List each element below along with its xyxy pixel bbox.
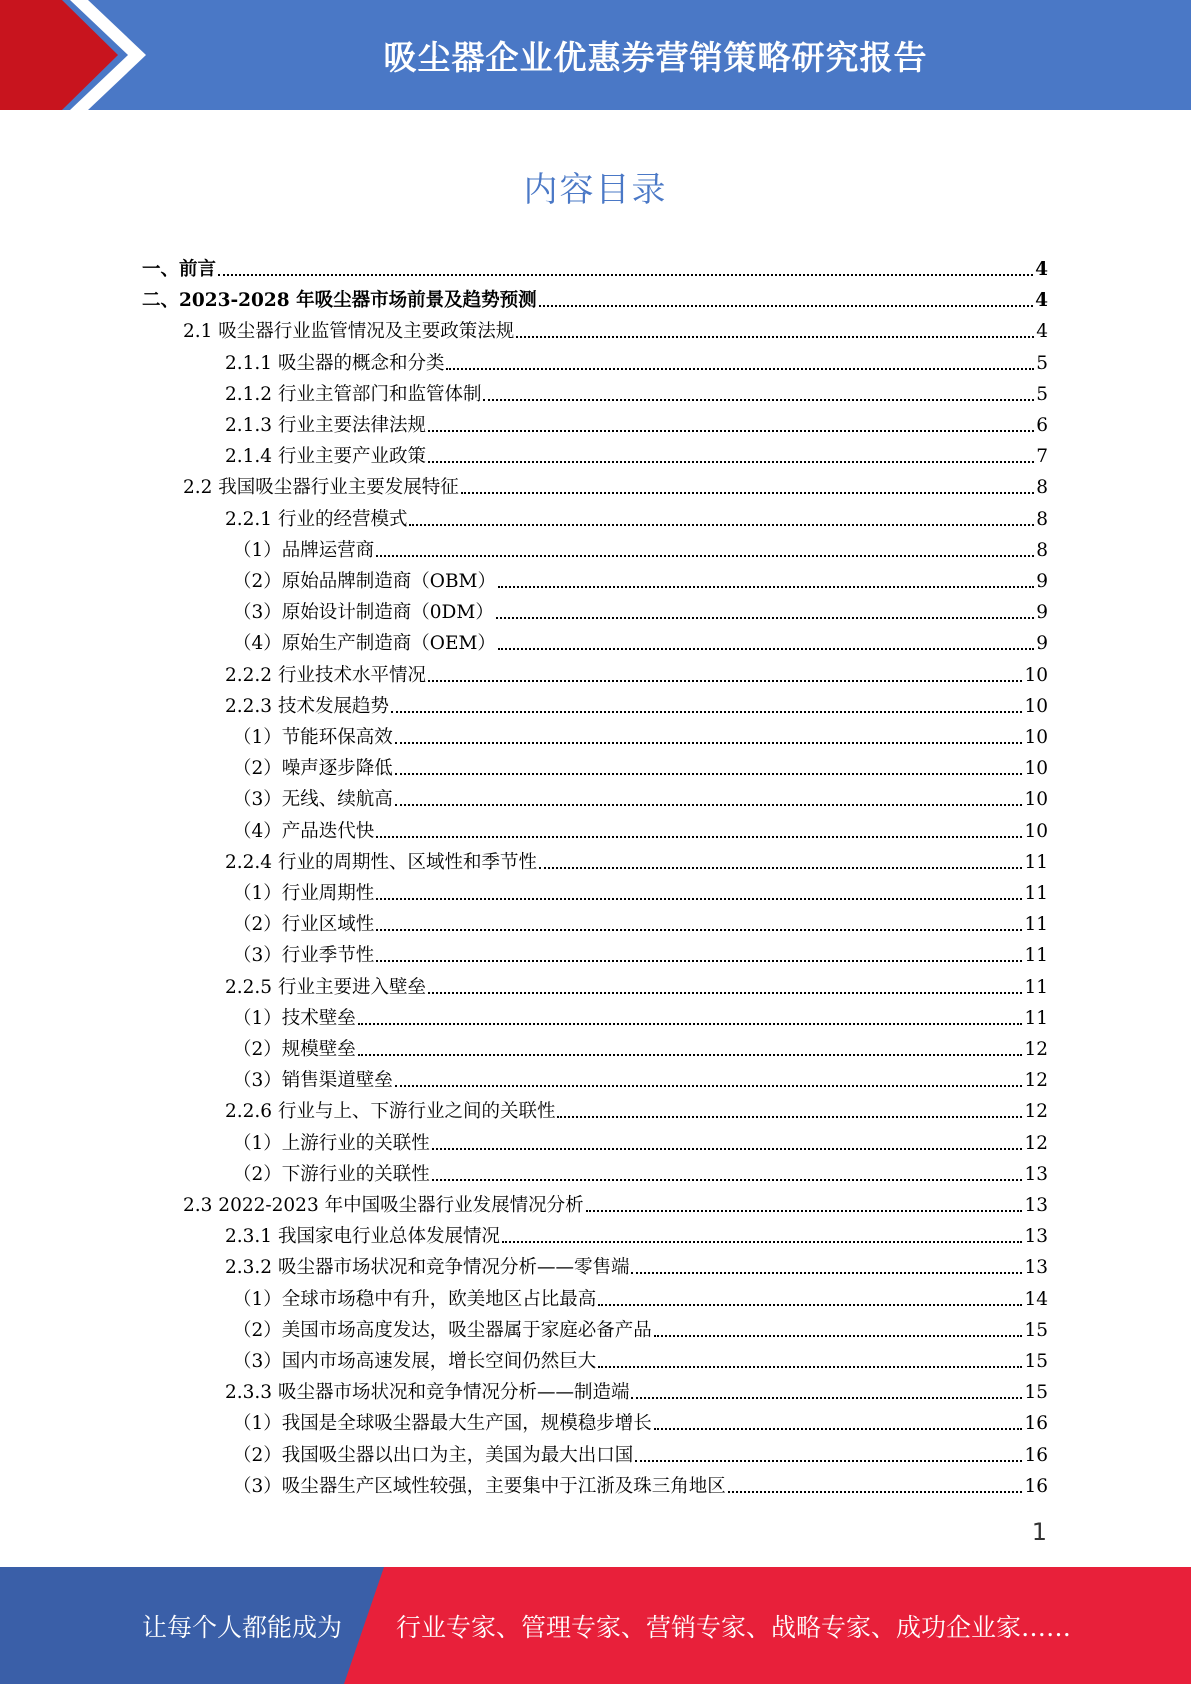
toc-entry-label: 2.3.3 吸尘器市场状况和竞争情况分析——制造端 — [225, 1382, 630, 1404]
toc-entry-page: 8 — [1036, 477, 1048, 499]
toc-entry-page: 10 — [1024, 695, 1048, 717]
toc-entry-label: 2.2 我国吸尘器行业主要发展特征 — [183, 477, 459, 499]
toc-entry-label: （2）行业区域性 — [233, 914, 375, 936]
toc-entry[interactable] — [233, 784, 1048, 815]
toc-entry-label: 2.2.4 行业的周期性、区域性和季节性 — [225, 851, 537, 873]
toc-dot-leader — [502, 1240, 1022, 1243]
toc-entry-label: 2.1.2 行业主管部门和监管体制 — [225, 383, 482, 405]
report-title: 吸尘器企业优惠券营销策略研究报告 — [383, 37, 928, 77]
toc-entry-page: 11 — [1024, 914, 1048, 936]
toc-entry[interactable] — [233, 940, 1048, 971]
toc-entry-page: 8 — [1036, 539, 1048, 561]
toc-dot-leader — [498, 585, 1034, 588]
toc-entry-page: 10 — [1024, 789, 1048, 811]
toc-entry-label: （3）吸尘器生产区域性较强，主要集中于江浙及珠三角地区 — [233, 1475, 726, 1497]
toc-dot-leader — [428, 460, 1034, 463]
toc-entry-page: 15 — [1024, 1319, 1048, 1341]
toc-entry[interactable] — [225, 691, 1048, 722]
toc-entry[interactable] — [183, 472, 1048, 503]
toc-entry-label: 2.3 2022-2023 年中国吸尘器行业发展情况分析 — [183, 1195, 584, 1216]
toc-entry[interactable] — [142, 285, 1048, 316]
toc-entry-page: 9 — [1036, 571, 1048, 592]
toc-entry-label: （3）原始设计制造商（0DM） — [233, 602, 494, 624]
toc-entry-label: 2.2.6 行业与上、下游行业之间的关联性 — [225, 1101, 556, 1123]
toc-dot-leader — [432, 1178, 1023, 1181]
toc-entry[interactable] — [225, 504, 1048, 535]
toc-entry-page: 13 — [1024, 1226, 1048, 1248]
toc-entry-page: 5 — [1036, 352, 1048, 374]
toc-entry-page: 16 — [1024, 1444, 1048, 1466]
toc-entry[interactable] — [225, 1221, 1048, 1252]
toc-entry[interactable] — [142, 254, 1048, 285]
toc-entry-label: 2.1.1 吸尘器的概念和分类 — [225, 352, 445, 374]
toc-entry-label: （2）我国吸尘器以出口为主，美国为最大出口国 — [233, 1444, 634, 1466]
toc-entry-page: 11 — [1024, 851, 1048, 873]
toc-entry[interactable] — [233, 1003, 1048, 1034]
toc-entry-label: （1）行业周期性 — [233, 883, 375, 904]
toc-entry-label: （2）规模壁垒 — [233, 1039, 356, 1060]
toc-entry-label: （4）产品迭代快 — [233, 820, 375, 842]
toc-dot-leader — [728, 1490, 1023, 1493]
toc-entry-page: 4 — [1035, 259, 1048, 280]
toc-dot-leader — [358, 1022, 1023, 1025]
toc-entry[interactable] — [233, 1284, 1048, 1315]
report-footer-band — [0, 1567, 1191, 1684]
toc-entry-label: 2.2.1 行业的经营模式 — [225, 508, 408, 530]
toc-entry-page: 13 — [1024, 1163, 1048, 1185]
toc-dot-leader — [586, 1209, 1023, 1212]
toc-entry-label: （3）行业季节性 — [233, 945, 375, 967]
toc-dot-leader — [409, 523, 1034, 526]
toc-entry-label: 2.1 吸尘器行业监管情况及主要政策法规 — [183, 321, 515, 343]
toc-dot-leader — [395, 741, 1023, 744]
toc-entry[interactable] — [225, 410, 1048, 441]
toc-dot-leader — [446, 367, 1034, 370]
page-number: 1 — [1031, 1518, 1047, 1546]
toc-entry[interactable] — [233, 1159, 1048, 1190]
toc-entry[interactable] — [233, 878, 1048, 909]
toc-entry-label: 2.3.1 我国家电行业总体发展情况 — [225, 1226, 500, 1248]
toc-dot-leader — [376, 928, 1022, 931]
toc-entry-label: 2.2.5 行业主要进入壁垒 — [225, 976, 426, 998]
toc-entry-page: 12 — [1024, 1039, 1048, 1060]
toc-entry[interactable] — [225, 348, 1048, 379]
toc-entry-label: （3）销售渠道壁垒 — [233, 1070, 393, 1092]
toc-dot-leader — [376, 554, 1034, 557]
toc-entry-label: 2.2.2 行业技术水平情况 — [225, 664, 426, 686]
toc-entry[interactable] — [233, 535, 1048, 566]
toc-dot-leader — [557, 1115, 1022, 1118]
toc-entry-label: （4）原始生产制造商（OEM） — [233, 633, 496, 655]
toc-dot-leader — [635, 1459, 1022, 1462]
toc-entry[interactable] — [183, 1190, 1048, 1221]
footer-slogan-right: 行业专家、管理专家、营销专家、战略专家、成功企业家…… — [396, 1612, 1072, 1642]
toc-dot-leader — [376, 959, 1022, 962]
toc-title: 内容目录 — [523, 170, 668, 210]
toc-entry-label: （1）节能环保高效 — [233, 727, 393, 748]
toc-entry[interactable] — [225, 972, 1048, 1003]
toc-entry[interactable] — [233, 909, 1048, 940]
toc-entry[interactable] — [225, 660, 1048, 691]
toc-entry[interactable] — [225, 1252, 1048, 1283]
toc-entry-page: 8 — [1036, 508, 1048, 530]
toc-entry-label: （2）美国市场高度发达，吸尘器属于家庭必备产品 — [233, 1319, 652, 1341]
toc-entry-label: 2.3.2 吸尘器市场状况和竞争情况分析——零售端 — [225, 1257, 630, 1279]
toc-entry-label: 2.1.3 行业主要法律法规 — [225, 415, 426, 436]
toc-entry-label: （2）噪声逐步降低 — [233, 758, 393, 780]
toc-dot-leader — [461, 491, 1034, 494]
toc-entry-page: 12 — [1024, 1101, 1048, 1123]
toc-entry-label: （1）全球市场稳中有升，欧美地区占比最高 — [233, 1288, 597, 1310]
footer-slogan-left: 让每个人都能成为 — [142, 1612, 343, 1642]
toc-entry[interactable] — [225, 379, 1048, 410]
toc-entry-label: 二、2023-2028 年吸尘器市场前景及趋势预测 — [142, 290, 537, 312]
toc-entry-page: 11 — [1024, 945, 1048, 967]
toc-dot-leader — [598, 1365, 1022, 1368]
toc-entry-page: 9 — [1036, 633, 1048, 655]
toc-entry[interactable] — [233, 566, 1048, 597]
toc-entry[interactable] — [233, 597, 1048, 628]
toc-entry-label: （2）下游行业的关联性 — [233, 1163, 430, 1185]
toc-entry[interactable] — [183, 316, 1048, 347]
toc-dot-leader — [631, 1271, 1022, 1274]
toc-dot-leader — [376, 835, 1022, 838]
toc-dot-leader — [598, 1303, 1022, 1306]
toc-entry[interactable] — [233, 1440, 1048, 1471]
toc-entry-label: （1）我国是全球吸尘器最大生产国，规模稳步增长 — [233, 1413, 652, 1435]
toc-entry-page: 6 — [1036, 415, 1048, 436]
toc-entry-page: 10 — [1024, 758, 1048, 780]
toc-dot-leader — [631, 1396, 1022, 1399]
toc-entry-label: （2）原始品牌制造商（OBM） — [233, 571, 496, 592]
toc-entry-page: 11 — [1024, 883, 1048, 904]
toc-dot-leader — [539, 866, 1022, 869]
toc-dot-leader — [539, 304, 1034, 307]
toc-entry[interactable] — [233, 1346, 1048, 1377]
toc-dot-leader — [428, 429, 1034, 432]
toc-entry-page: 10 — [1024, 664, 1048, 686]
toc-entry[interactable] — [225, 847, 1048, 878]
toc-dot-leader — [428, 991, 1022, 994]
toc-dot-leader — [218, 273, 1033, 276]
toc-entry-page: 11 — [1024, 976, 1048, 998]
toc-entry-page: 13 — [1024, 1195, 1048, 1216]
toc-dot-leader — [498, 647, 1034, 650]
toc-entry-page: 10 — [1024, 727, 1048, 748]
toc-dot-leader — [483, 398, 1034, 401]
toc-dot-leader — [395, 803, 1023, 806]
toc-entry-label: （1）品牌运营商 — [233, 539, 375, 561]
toc-entry-label: 2.1.4 行业主要产业政策 — [225, 446, 426, 468]
toc-dot-leader — [395, 1084, 1023, 1087]
toc-entry-label: 一、前言 — [142, 259, 217, 280]
report-header-band — [0, 0, 1191, 110]
toc-entry-label: 2.2.3 技术发展趋势 — [225, 695, 389, 717]
toc-entry-label: （3）国内市场高速发展，增长空间仍然巨大 — [233, 1351, 597, 1372]
toc-entry-page: 10 — [1024, 820, 1048, 842]
toc-dot-leader — [516, 335, 1034, 338]
toc-entry-page: 12 — [1024, 1070, 1048, 1092]
toc-dot-leader — [654, 1334, 1023, 1337]
toc-entry[interactable] — [233, 1128, 1048, 1159]
toc-entry-page: 15 — [1024, 1351, 1048, 1372]
toc-entry[interactable] — [233, 1408, 1048, 1439]
toc-entry-label: （3）无线、续航高 — [233, 789, 393, 811]
toc-dot-leader — [428, 679, 1022, 682]
toc-entry-page: 15 — [1024, 1382, 1048, 1404]
header-arrow-decoration — [0, 0, 160, 110]
toc-entry[interactable] — [233, 722, 1048, 753]
toc-dot-leader — [432, 1147, 1023, 1150]
toc-entry[interactable] — [225, 1096, 1048, 1127]
toc-entry-page: 5 — [1036, 383, 1048, 405]
toc-entry-page: 16 — [1024, 1475, 1048, 1497]
toc-dot-leader — [496, 616, 1034, 619]
toc-entry[interactable] — [233, 1315, 1048, 1346]
toc-dot-leader — [395, 772, 1023, 775]
toc-entry-label: （1）技术壁垒 — [233, 1007, 356, 1029]
toc-entry-page: 16 — [1024, 1413, 1048, 1435]
toc-entry[interactable] — [225, 1377, 1048, 1408]
toc-entry[interactable] — [233, 1065, 1048, 1096]
toc-entry-label: （1）上游行业的关联性 — [233, 1132, 430, 1154]
toc-dot-leader — [654, 1427, 1023, 1430]
toc-entry[interactable] — [233, 753, 1048, 784]
toc-dot-leader — [358, 1053, 1023, 1056]
toc-entry[interactable] — [233, 816, 1048, 847]
toc-entry-page: 7 — [1036, 446, 1048, 468]
toc-entry-page: 13 — [1024, 1257, 1048, 1279]
toc-entry-page: 11 — [1024, 1007, 1048, 1029]
toc-entry[interactable] — [233, 1471, 1048, 1502]
toc-entry-page: 12 — [1024, 1132, 1048, 1154]
toc-entry-page: 14 — [1024, 1288, 1048, 1310]
toc-dot-leader — [391, 710, 1022, 713]
toc-entry[interactable] — [233, 1034, 1048, 1065]
toc-entry-page: 4 — [1036, 321, 1048, 343]
toc-entry-page: 9 — [1036, 602, 1048, 624]
toc-entry[interactable] — [225, 441, 1048, 472]
toc-dot-leader — [376, 897, 1022, 900]
toc-entry[interactable] — [233, 628, 1048, 659]
toc-entry-page: 4 — [1035, 290, 1048, 312]
